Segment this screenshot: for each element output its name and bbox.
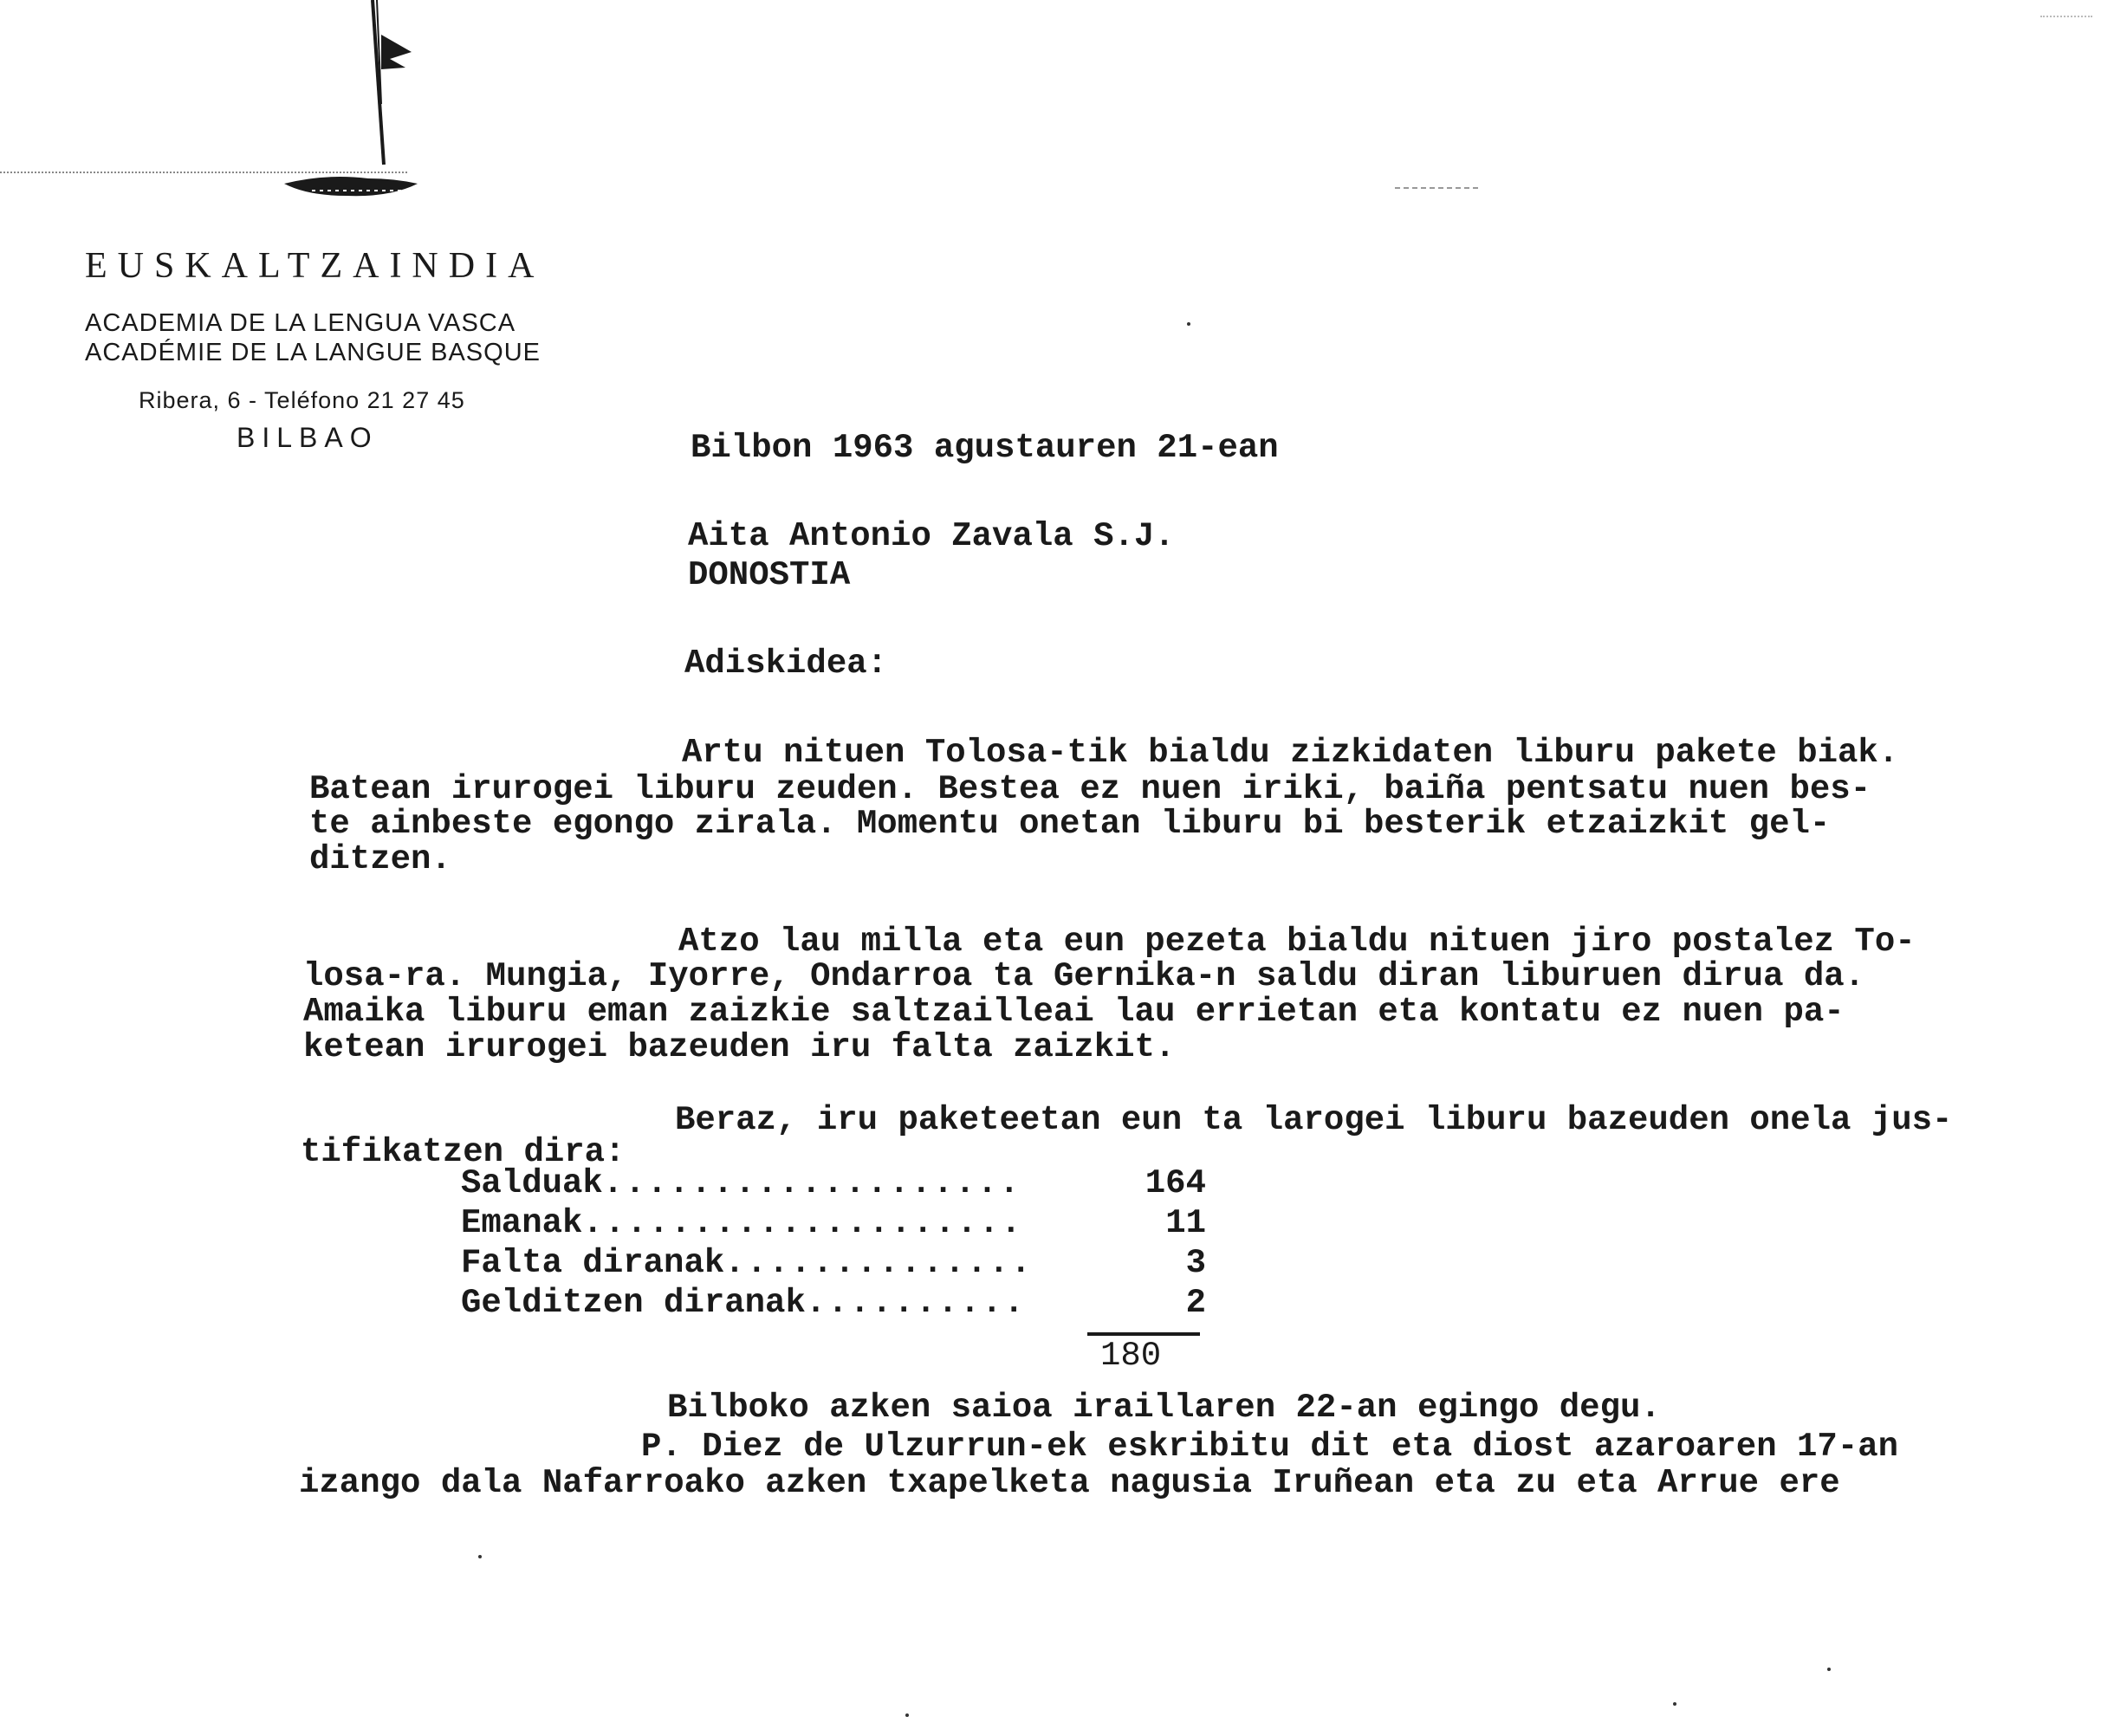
paragraph-1-line: Artu nituen Tolosa-tik bialdu zizkidaten liburu pakete biak. <box>682 734 1899 772</box>
tally-leader-dots: .............. <box>724 1247 1033 1280</box>
tally-row <box>461 1204 1206 1242</box>
tally-row <box>461 1286 1206 1320</box>
scan-speck <box>478 1555 482 1558</box>
greeting: Adiskidea: <box>684 645 888 683</box>
letter-date: Bilbon 1963 agustauren 21-ean <box>691 429 1279 467</box>
paragraph-5-line: izango dala Nafarroako azken txapelketa nagusia Iruñean eta zu eta Arrue ere <box>299 1464 1840 1502</box>
paragraph-4-line: Bilboko azken saioa iraillaren 22-an egingo degu. <box>667 1389 1661 1427</box>
tally-leader-dots: .......... <box>805 1286 1026 1320</box>
recipient-name: Aita Antonio Zavala S.J. <box>688 517 1175 555</box>
paragraph-3-line: Beraz, iru paketeetan eun ta larogei liburu bazeuden onela jus- <box>675 1101 1953 1139</box>
paragraph-1-line: ditzen. <box>309 840 451 878</box>
tally-label: Emanak <box>461 1204 583 1242</box>
scan-speck <box>1673 1702 1676 1706</box>
scan-corner-mark <box>2040 0 2092 17</box>
tally-label: Salduak <box>461 1164 603 1202</box>
scan-speck <box>905 1713 909 1717</box>
tally-leader-dots: ................... <box>602 1167 1021 1201</box>
paragraph-1-line: te ainbeste egongo zirala. Momentu onetan liburu bi besterik etzaizkit gel- <box>309 805 1831 843</box>
paragraph-2-line: Atzo lau milla eta eun pezeta bialdu nituen jiro postalez To- <box>678 923 1916 961</box>
paragraph-2-line: Amaika liburu eman zaizkie saltzailleai lau errietan eta kontatu ez nuen pa- <box>303 993 1845 1031</box>
letterhead-city: BILBAO <box>237 422 379 453</box>
scan-speck <box>1827 1668 1831 1671</box>
ship-logo-icon <box>260 0 468 208</box>
paragraph-1-line: Batean irurogei liburu zeuden. Bestea ez nuen iriki, baiña pentsatu nuen bes- <box>309 770 1871 808</box>
tally-leader-dots: .................... <box>582 1207 1023 1240</box>
tally-value: 164 <box>1145 1164 1206 1202</box>
tally-label: Falta diranak <box>461 1244 725 1282</box>
letterhead-address: Ribera, 6 - Teléfono 21 27 45 <box>139 387 465 413</box>
letterhead-title: EUSKALTZAINDIA <box>85 246 545 286</box>
recipient-city: DONOSTIA <box>688 556 851 594</box>
tally-value: 3 <box>1185 1244 1206 1282</box>
tally-row <box>461 1164 1206 1202</box>
scan-speck <box>1187 322 1190 326</box>
letterhead-french-line: ACADÉMIE DE LA LANGUE BASQUE <box>85 339 541 366</box>
sum-rule <box>1087 1332 1200 1336</box>
tally-value: 11 <box>1165 1204 1206 1242</box>
letterhead-spanish-line: ACADEMIA DE LA LENGUA VASCA <box>85 309 516 337</box>
tally-value: 2 <box>1185 1284 1206 1322</box>
tally-label: Gelditzen diranak <box>461 1284 806 1322</box>
paragraph-3-line: tifikatzen dira: <box>301 1133 626 1171</box>
paragraph-2-line: ketean irurogei bazeuden iru falta zaizkit. <box>303 1028 1176 1066</box>
paragraph-2-line: losa-ra. Mungia, Iyorre, Ondarroa ta Gernika-n saldu diran liburuen dirua da. <box>303 957 1865 995</box>
paragraph-5-line: P. Diez de Ulzurrun-ek eskribitu dit eta diost azaroaren 17-an <box>641 1428 1899 1466</box>
scan-artifact-dash <box>1395 187 1478 189</box>
tally-total: 180 <box>1100 1337 1162 1375</box>
tally-row <box>461 1244 1206 1282</box>
